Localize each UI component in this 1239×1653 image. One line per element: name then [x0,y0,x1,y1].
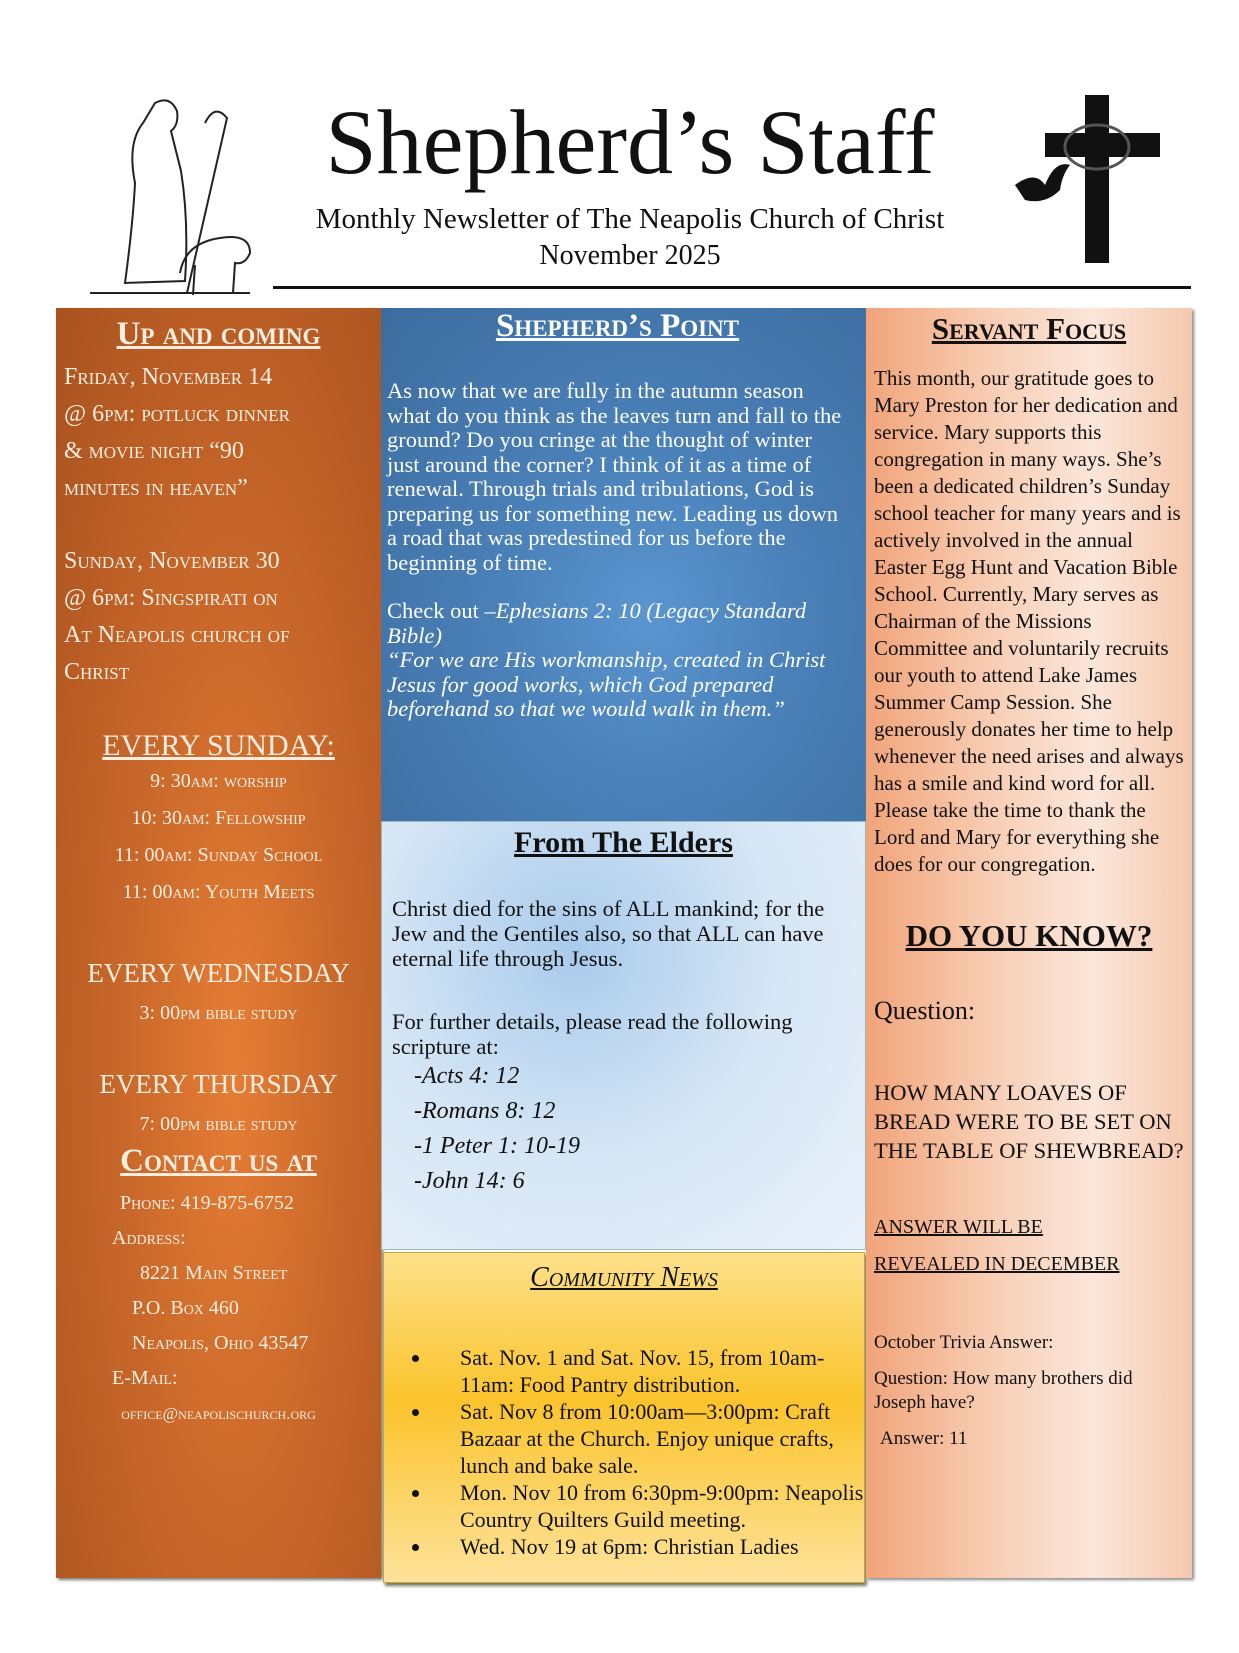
october-trivia-question: Question: How many brothers did Joseph have? [874,1368,1133,1413]
elders-heading: From The Elders [514,826,733,859]
servant-focus-body: This month, our gratitude goes to Mary Preston for her dedication and service. Mary supports this congregation in many ways. She’s been a dedicated children’s Sunday school teacher for many years and is actively involved in the annual Easter Egg Hunt and Vacation Bible School. Currently, Mary serves as Chairman of the Missions Committee and voluntarily recruits our youth to attend Lake James Summer Camp Session. She generously donates her time to help whenever the need arises and always has a smile and kind word for all. Please take the time to thank the Lord and Mary for everything she does for our congregation. [874,366,1184,876]
event-line: minutes in heaven” [64,475,248,501]
list-item: • Mon. Nov 10 from 6:30pm-9:00pm: Neapolis Country Quilters Guild meeting. [432,1479,864,1533]
schedule-item: 11: 00am: Sunday School [114,844,323,866]
event-line: Christ [64,659,130,685]
scripture-reference [387,599,848,648]
event-line: @ 6pm: potluck dinner [64,401,290,427]
event-line: & movie night “90 [64,438,244,464]
elders-details: For further details, please read the following scripture at: [392,1009,793,1059]
cross-dove-icon [1010,95,1160,263]
scripture-ref: -Romans 8: 12 [414,1098,556,1124]
contact-email-label: E-Mail: [112,1367,178,1389]
contact-email[interactable]: office@neapolischurch.org [121,1404,316,1423]
schedule-item: 7: 00pm bible study [139,1113,298,1135]
scripture-ref: -1 Peter 1: 10-19 [414,1133,580,1159]
contact-address-label: Address: [112,1227,186,1249]
schedule-item: 9: 30am: worship [150,770,287,792]
contact-heading: Contact us at [120,1143,317,1179]
schedule-item: 11: 00am: Youth Meets [122,881,315,903]
schedule-item: 10: 30am: Fellowship [131,807,306,829]
trivia-question: HOW MANY LOAVES OF BREAD WERE TO BE SET ON THE TABLE OF SHEWBREAD? [874,1080,1184,1163]
shepherds-point-heading: Shepherd’s Point [495,308,740,344]
header-divider [273,286,1191,289]
event-line: At Neapolis church of [64,622,290,648]
issue-date: November 2025 [539,240,721,271]
event-sunday [56,543,381,691]
newsletter-subtitle: Monthly Newsletter of The Neapolis Church of Christ [315,203,945,235]
shepherds-point-section [381,308,866,821]
event-friday [56,359,381,507]
contact-phone: Phone: 419-875-6752 [120,1192,294,1214]
event-line: @ 6pm: Singspirati on [64,585,278,611]
october-trivia-label: October Trivia Answer: [874,1332,1054,1353]
contact-street: 8221 Main Street [140,1262,288,1284]
up-and-coming-heading: Up and coming [116,316,321,352]
answer-note-line: REVEALED IN DECEMBER [874,1253,1120,1275]
every-wednesday-heading: EVERY WEDNESDAY [87,958,350,988]
list-item: • Sat. Nov. 1 and Sat. Nov. 15, from 10am-11am: Food Pantry distribution. [432,1344,864,1398]
scripture-ref: -Acts 4: 12 [414,1063,520,1089]
october-trivia-answer: Answer: 11 [880,1428,968,1449]
list-item: • Wed. Nov 19 at 6pm: Christian Ladies [432,1533,864,1560]
elders-body: Christ died for the sins of ALL mankind; for the Jew and the Gentiles also, so that ALL can have eternal life through Jesus. [392,896,825,971]
every-sunday-heading: EVERY SUNDAY: [102,729,335,762]
community-news-heading: Community News [530,1262,718,1293]
up-and-coming-column [56,308,381,1578]
scripture-ref: -John 14: 6 [414,1168,525,1194]
shepherd-illustration [85,93,255,298]
community-news-list [432,1344,864,1560]
reference-text: Ephesians 2: 10 (Legacy Standard Bible) [387,598,807,648]
from-the-elders-section [381,821,866,1250]
contact-po-box: P.O. Box 460 [132,1297,239,1319]
scripture-quote: “For we are His workmanship, created in Christ Jesus for good works, which God prepared beforehand so that we would walk in them.” [387,647,826,721]
question-label: Question: [874,996,976,1025]
community-news-section [383,1252,865,1583]
answer-note-line: ANSWER WILL BE [874,1216,1043,1238]
list-item: • Sat. Nov 8 from 10:00am—3:00pm: Craft Bazaar at the Church. Enjoy unique crafts, lunch and bake sale. [432,1398,864,1479]
every-thursday-heading: EVERY THURSDAY [99,1069,338,1099]
answer-note [874,1209,1184,1283]
newsletter-title: Shepherd’s Staff [325,91,935,193]
servant-focus-heading: Servant Focus [931,311,1127,346]
check-out-label: Check out – [387,598,496,623]
event-line: Friday, November 14 [64,364,273,390]
servant-focus-column [866,308,1192,1578]
shepherds-point-body: As now that we are fully in the autumn season what do you think as the leaves turn and fall to the ground? Do you cringe at the thought of winter just around the corner? I think of it as a time of renewal. Through trials and tribulations, God is preparing us for something new. Leading us down a road that was predestined for us before the beginning of time. [387,378,842,575]
schedule-item: 3: 00pm bible study [139,1002,298,1024]
do-you-know-heading: DO YOU KNOW? [905,918,1153,953]
contact-city: Neapolis, Ohio 43547 [132,1332,309,1354]
event-line: Sunday, November 30 [64,548,280,574]
